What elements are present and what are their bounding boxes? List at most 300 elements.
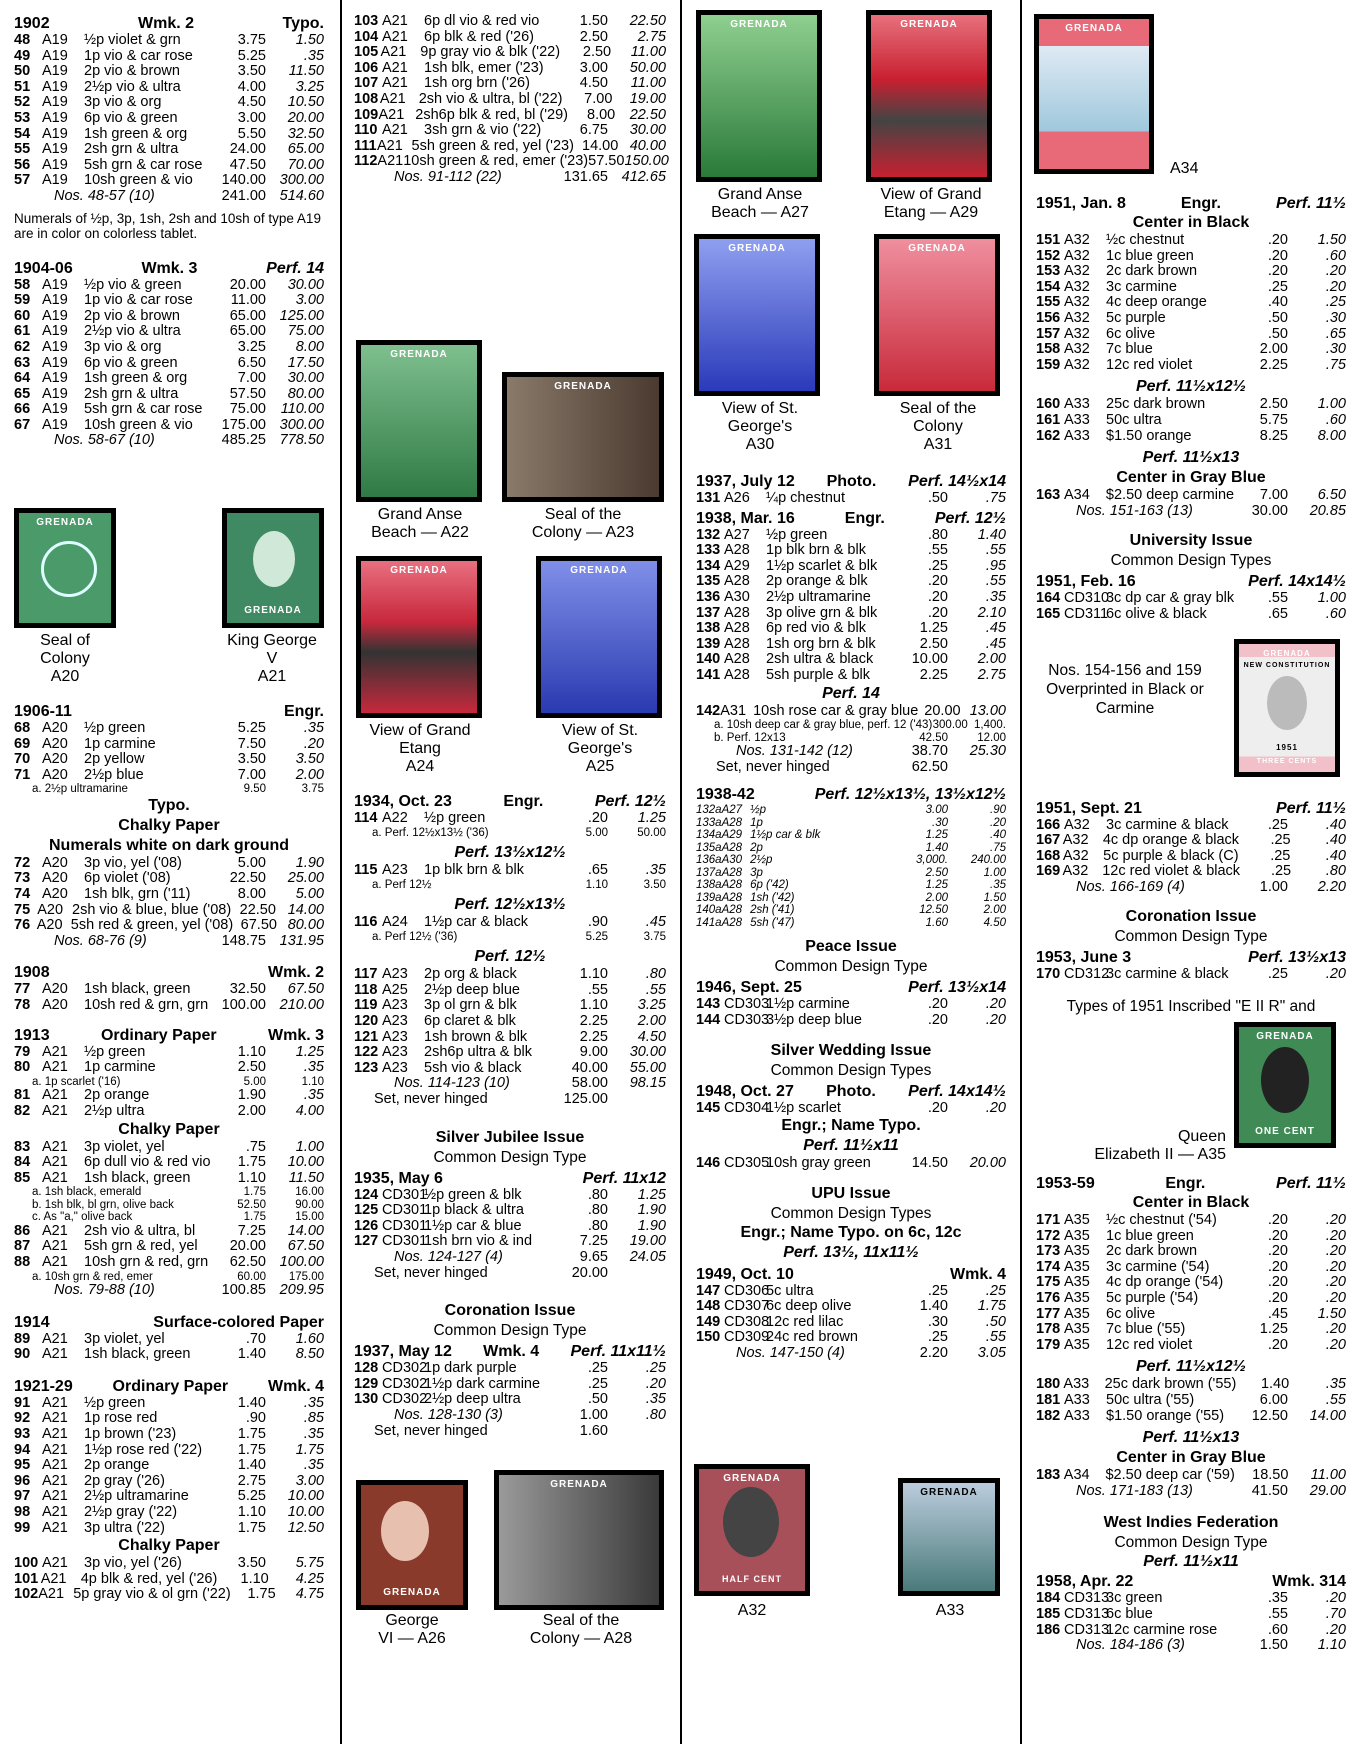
section-header bbox=[14, 259, 324, 278]
stamp-list bbox=[1036, 1213, 1346, 1353]
stamp-description: 3p vio, yel ('26) bbox=[84, 1555, 182, 1572]
used-value: .20 bbox=[1325, 1290, 1346, 1307]
design-type: A23 bbox=[382, 862, 408, 879]
used-value: 2.00 bbox=[983, 904, 1006, 917]
unused-value: 7.00 bbox=[237, 370, 266, 387]
stamp-description: 3p ol grn & blk bbox=[424, 997, 517, 1014]
unused-value: .20 bbox=[927, 573, 948, 590]
unused-value: 5.75 bbox=[1259, 411, 1288, 428]
used-value: .20 bbox=[1325, 966, 1346, 983]
design-type: A21 bbox=[42, 1346, 68, 1363]
catalog-number: 138a bbox=[696, 879, 722, 892]
catalog-number: 106 bbox=[354, 59, 379, 76]
design-type: A19 bbox=[42, 370, 68, 387]
stamp-description: 6c olive bbox=[1106, 325, 1156, 342]
unused-total: 148.75 bbox=[221, 932, 266, 949]
unused-value: 6.00 bbox=[1259, 1392, 1288, 1408]
unused-value: .80 bbox=[587, 1217, 608, 1234]
stamp-description: 1sh brown & blk bbox=[424, 1028, 528, 1045]
section-header bbox=[696, 472, 1006, 491]
catalog-number: 139a bbox=[696, 891, 722, 904]
stamp-description: 3p ultra ('22) bbox=[84, 1519, 165, 1536]
spacer bbox=[608, 1424, 666, 1440]
unused-value: 1.40 bbox=[237, 1394, 266, 1411]
subheading: Chalky Paper bbox=[118, 1537, 220, 1555]
used-value: 1.25 bbox=[637, 810, 666, 826]
unused-value: .65 bbox=[1267, 605, 1288, 622]
catalog-number: 132a bbox=[696, 804, 722, 817]
stamp-description: 5p gray vio & ol grn ('22) bbox=[73, 1586, 231, 1603]
unused-value: .20 bbox=[1267, 1212, 1288, 1229]
used-value: .80 bbox=[1325, 863, 1346, 880]
totals-row bbox=[14, 934, 324, 950]
table-row bbox=[1036, 327, 1346, 343]
stamp-list bbox=[14, 1045, 324, 1076]
used-value: 3.50 bbox=[643, 878, 666, 891]
issue-year: 1902 bbox=[14, 15, 50, 32]
table-row bbox=[14, 387, 324, 403]
unused-value: 65.00 bbox=[229, 307, 266, 324]
perf-heading: Perf. 11½x13 bbox=[1142, 449, 1240, 467]
catalog-number: 76 bbox=[14, 917, 31, 934]
used-value: 110.00 bbox=[280, 401, 324, 418]
totals-label: Nos. 128-130 (3) bbox=[394, 1406, 503, 1423]
used-value: 30.00 bbox=[629, 122, 666, 139]
caption-line: Etang — A29 bbox=[883, 204, 979, 221]
caption-line: George bbox=[385, 1612, 439, 1629]
unused-value: 52.50 bbox=[237, 1198, 266, 1211]
catalog-number: 139 bbox=[696, 635, 721, 652]
used-total: .80 bbox=[645, 1406, 666, 1423]
catalog-number: 170 bbox=[1036, 966, 1061, 983]
never-hinged-row bbox=[696, 760, 1006, 776]
design-type: A21 bbox=[382, 122, 408, 139]
design-type: A21 bbox=[382, 75, 408, 92]
caption-a28 bbox=[506, 1612, 656, 1648]
portrait-graphic bbox=[253, 531, 295, 587]
design-type: A32 bbox=[1064, 356, 1090, 373]
design-type: A21 bbox=[42, 1222, 68, 1239]
used-value: .35 bbox=[645, 1391, 666, 1408]
design-type: A21 bbox=[42, 1043, 68, 1060]
table-row bbox=[14, 324, 324, 340]
stamp-description: 2p yellow bbox=[84, 751, 145, 768]
table-row bbox=[14, 158, 324, 174]
stamp-description: 2½p blue bbox=[84, 766, 144, 783]
issue-title: Silver Wedding Issue bbox=[770, 1041, 932, 1059]
unused-value: 2.00 bbox=[925, 891, 948, 904]
stamp-description: 3c dp car & gray blk bbox=[1105, 590, 1235, 607]
stamp-description: 2½p ultra bbox=[84, 1102, 145, 1119]
catalog-number: 153 bbox=[1036, 263, 1061, 280]
caption-a23 bbox=[508, 506, 658, 542]
unused-value: 3.50 bbox=[237, 751, 266, 768]
section-header bbox=[14, 14, 324, 33]
subheading: Engr.; Name Typo. bbox=[781, 1117, 921, 1135]
totals-label: Nos. 151-163 (13) bbox=[1076, 502, 1193, 519]
stamp-description: 2c dark brown bbox=[1106, 263, 1198, 280]
catalog-number: 141a bbox=[696, 916, 722, 929]
unused-value: .45 bbox=[1267, 1305, 1288, 1322]
used-value: 55.00 bbox=[629, 1059, 666, 1076]
used-value: .40 bbox=[1325, 816, 1346, 833]
catalog-number: 61 bbox=[14, 323, 31, 340]
design-type: CD302 bbox=[382, 1360, 428, 1377]
design-type: A28 bbox=[724, 573, 750, 590]
caption-line: A20 bbox=[50, 668, 80, 685]
stamp-list bbox=[1036, 967, 1346, 983]
unused-value: .75 bbox=[245, 1138, 266, 1155]
table-row bbox=[14, 340, 324, 356]
unused-value: 1.75 bbox=[237, 1441, 266, 1458]
stamp-description: 6p red vio & blk bbox=[766, 620, 866, 637]
subheading: Center in Black bbox=[1132, 1194, 1250, 1212]
stamp-description: 1p carmine bbox=[84, 1059, 156, 1076]
catalog-number: 86 bbox=[14, 1222, 31, 1239]
design-type: CD305 bbox=[724, 1155, 770, 1172]
stamp-description: 3p violet, yel bbox=[84, 1138, 165, 1155]
perf-heading: Perf. 11½x13 bbox=[1142, 1429, 1240, 1447]
table-row bbox=[14, 1224, 324, 1240]
used-value: .45 bbox=[645, 914, 666, 931]
stamp-image-a23 bbox=[502, 372, 664, 502]
unused-value: 4.50 bbox=[579, 75, 608, 92]
table-row bbox=[14, 293, 324, 309]
used-value: .20 bbox=[1325, 1274, 1346, 1291]
stamp-description: 5c purple ('54) bbox=[1106, 1290, 1199, 1307]
catalog-number: 69 bbox=[14, 735, 31, 752]
catalog-number: 55 bbox=[14, 141, 31, 158]
unused-value: 2.25 bbox=[579, 1013, 608, 1030]
catalog-number: 168 bbox=[1036, 847, 1061, 864]
perf-heading: Perf. 14 bbox=[822, 684, 880, 702]
unused-value: 2.50 bbox=[582, 44, 612, 61]
used-value: 1,400. bbox=[974, 719, 1006, 732]
catalog-number: 50 bbox=[14, 63, 31, 80]
section-header bbox=[14, 1026, 324, 1045]
table-row bbox=[14, 1521, 324, 1537]
stamp-list bbox=[1036, 1377, 1346, 1424]
unused-value: 1.75 bbox=[243, 1211, 266, 1224]
totals-label: Nos. 166-169 (4) bbox=[1076, 878, 1185, 895]
used-value: 125.00 bbox=[279, 307, 324, 324]
perforation: Perf. 13½x14 bbox=[908, 979, 1006, 997]
unused-value: .80 bbox=[927, 526, 948, 543]
unused-value: 5.25 bbox=[237, 47, 266, 64]
design-type: A21 bbox=[42, 1555, 68, 1572]
issue-year: 1937, July 12 bbox=[696, 473, 795, 490]
used-value: 25.00 bbox=[287, 870, 324, 887]
stamp-list bbox=[354, 811, 666, 827]
design-type: A21 bbox=[378, 106, 405, 123]
design-type: A28 bbox=[724, 542, 750, 559]
stamp-denomination: ONE CENT bbox=[1255, 1126, 1315, 1138]
design-type: A35 bbox=[1064, 1321, 1090, 1338]
catalog-number: 97 bbox=[14, 1488, 31, 1505]
catalog-number: 142 bbox=[696, 702, 721, 719]
used-value: .55 bbox=[645, 981, 666, 998]
design-type: A20 bbox=[42, 735, 68, 752]
design-type: A29 bbox=[724, 557, 750, 574]
unused-total: 30.00 bbox=[1251, 502, 1288, 519]
perforation: Perf. 11½ bbox=[1276, 1175, 1346, 1193]
unused-value: .20 bbox=[1267, 1258, 1288, 1275]
table-row bbox=[14, 49, 324, 65]
table-row bbox=[1036, 1338, 1346, 1354]
used-value: .90 bbox=[990, 804, 1006, 817]
spacer bbox=[608, 1266, 666, 1282]
table-row bbox=[1036, 1468, 1346, 1484]
unused-value: 1.40 bbox=[925, 841, 948, 854]
unused-value: 1.40 bbox=[919, 1298, 948, 1315]
portrait-graphic bbox=[1261, 1047, 1309, 1113]
catalog-number: 172 bbox=[1036, 1227, 1061, 1244]
unused-value: 5.00 bbox=[585, 826, 608, 839]
stamp-inscription: GRENADA bbox=[1263, 648, 1311, 658]
stamp-list bbox=[696, 1101, 1006, 1117]
stamp-image-a25 bbox=[536, 556, 662, 718]
table-row bbox=[1036, 1213, 1346, 1229]
stamp-description: 2½p gray ('22) bbox=[84, 1504, 178, 1520]
unused-value: 11.00 bbox=[230, 292, 266, 309]
used-value: 175.00 bbox=[288, 1270, 324, 1283]
unused-value: 7.00 bbox=[584, 90, 613, 107]
used-value: .40 bbox=[1325, 832, 1346, 849]
stamp-description: 1p blk brn & blk bbox=[766, 542, 866, 559]
design-type: A19 bbox=[42, 125, 68, 142]
variety-description: a. Perf 12½ bbox=[372, 878, 432, 891]
unused-value: 42.50 bbox=[919, 731, 948, 744]
used-value: .45 bbox=[985, 635, 1006, 652]
stamp-description: 1sh black, green bbox=[84, 1346, 191, 1363]
table-row bbox=[354, 967, 666, 983]
table-row bbox=[1036, 264, 1346, 280]
unused-total: 241.00 bbox=[221, 187, 266, 204]
catalog-number: 171 bbox=[1036, 1212, 1061, 1229]
catalog-number: 151 bbox=[1036, 232, 1061, 248]
unused-total: 38.70 bbox=[911, 743, 948, 760]
used-value: 12.50 bbox=[287, 1519, 324, 1536]
catalog-number: 49 bbox=[14, 47, 31, 64]
subheading: Typo. bbox=[148, 796, 190, 814]
unused-value: .20 bbox=[927, 996, 948, 1013]
issue-title: Coronation Issue bbox=[444, 1302, 576, 1320]
table-row bbox=[696, 590, 1006, 606]
used-value: 8.00 bbox=[1317, 427, 1346, 444]
used-value: 75.00 bbox=[287, 323, 324, 340]
design-type: A19 bbox=[42, 292, 68, 309]
table-row bbox=[14, 1474, 324, 1490]
design-type: A21 bbox=[382, 13, 408, 29]
stamp-description: 1½p dark carmine bbox=[424, 1375, 541, 1392]
used-value: 1.00 bbox=[983, 866, 1006, 879]
variety-list bbox=[14, 1186, 324, 1224]
design-type: A33 bbox=[1064, 427, 1090, 444]
used-value: .55 bbox=[985, 573, 1006, 590]
totals-row bbox=[354, 1250, 666, 1266]
stamp-description: 6p dull vio & red vio bbox=[84, 1154, 211, 1171]
catalog-number: 64 bbox=[14, 370, 31, 387]
used-value: 4.50 bbox=[983, 916, 1006, 929]
column-4-main bbox=[1036, 186, 1346, 1744]
design-type: A19 bbox=[42, 354, 68, 371]
used-value: 4.25 bbox=[295, 1570, 324, 1587]
used-value: .25 bbox=[1325, 294, 1346, 311]
note-line: Nos. 154-156 and 159 bbox=[1048, 661, 1202, 679]
stamp-image-a26 bbox=[356, 1480, 468, 1610]
unused-value: 65.00 bbox=[229, 323, 266, 340]
table-row bbox=[354, 1219, 666, 1235]
design-type: CD302 bbox=[382, 1375, 428, 1392]
issue-subtitle: Common Design Types bbox=[770, 1204, 932, 1222]
used-value: .35 bbox=[303, 1457, 324, 1474]
stamp-inscription: GRENADA bbox=[730, 19, 788, 30]
issue-year: 1908 bbox=[14, 964, 50, 982]
table-row bbox=[696, 1330, 1006, 1346]
caption-a32: A32 bbox=[737, 1602, 767, 1619]
catalog-number: 162 bbox=[1036, 427, 1061, 444]
stamp-description: ½p green bbox=[84, 1394, 146, 1411]
unused-value: 7.50 bbox=[237, 735, 266, 752]
caption-line: Colony — A23 bbox=[531, 524, 635, 541]
used-value: .40 bbox=[1325, 847, 1346, 864]
catalog-number: 123 bbox=[354, 1059, 379, 1076]
design-type: A20 bbox=[37, 901, 64, 918]
table-row bbox=[1036, 864, 1346, 880]
design-type: A30 bbox=[724, 588, 750, 605]
issue-subtitle: Common Design Type bbox=[774, 958, 928, 976]
unused-value: 7.00 bbox=[237, 766, 266, 783]
issue-year: 1951, Feb. 16 bbox=[1036, 573, 1136, 591]
catalog-number: 62 bbox=[14, 338, 31, 355]
table-row bbox=[696, 574, 1006, 590]
caption-line: Beach — A27 bbox=[711, 204, 809, 221]
watermark: Wmk. 3 bbox=[267, 1026, 324, 1044]
note-line: Carmine bbox=[1095, 699, 1155, 717]
unused-value: 14.50 bbox=[911, 1155, 948, 1172]
used-value: 2.75 bbox=[977, 666, 1006, 683]
stamp-description: 3½p deep blue bbox=[766, 1011, 862, 1028]
design-type: A19 bbox=[42, 109, 68, 126]
design-type: A35 bbox=[1064, 1227, 1090, 1244]
stamp-description: 2½p deep blue bbox=[424, 981, 520, 998]
design-type: A19 bbox=[42, 172, 68, 189]
design-type: A19 bbox=[42, 156, 68, 173]
stamp-list bbox=[354, 967, 666, 1076]
used-value: .75 bbox=[1325, 356, 1346, 373]
totals-row bbox=[14, 1283, 324, 1299]
caption-line: Grand Anse bbox=[377, 506, 463, 523]
stamp-description: 12c carmine rose bbox=[1106, 1621, 1218, 1638]
design-type: A23 bbox=[382, 997, 408, 1014]
subheading: Center in Black bbox=[1132, 214, 1250, 231]
used-value: 4.00 bbox=[295, 1102, 324, 1119]
stamp-description: 6p vio & green bbox=[84, 109, 178, 126]
stamp-description: 4c dp orange ('54) bbox=[1106, 1274, 1224, 1291]
used-value: .60 bbox=[1325, 411, 1346, 428]
used-value: 11.00 bbox=[630, 75, 666, 92]
used-value: 1.90 bbox=[637, 1217, 666, 1234]
table-row bbox=[696, 621, 1006, 637]
unused-value: .25 bbox=[1267, 816, 1288, 833]
catalog-number: 51 bbox=[14, 78, 31, 95]
used-value: 13.00 bbox=[969, 702, 1006, 719]
unused-value: 1.75 bbox=[243, 1186, 266, 1199]
unused-value: 8.00 bbox=[587, 106, 616, 123]
issue-year: 1953-59 bbox=[1036, 1175, 1095, 1193]
used-value: 1.50 bbox=[983, 891, 1006, 904]
table-row bbox=[696, 528, 1006, 544]
used-total: 412.65 bbox=[621, 168, 666, 185]
process: Typo. bbox=[282, 15, 324, 32]
table-row bbox=[354, 1030, 666, 1046]
design-type: A21 bbox=[38, 1586, 65, 1603]
stamp-description: 5sh red & green, yel ('08) bbox=[70, 917, 234, 934]
stamp-inscription: GRENADA bbox=[390, 349, 448, 360]
table-row bbox=[1036, 1393, 1346, 1409]
catalog-number: 70 bbox=[14, 751, 31, 768]
table-row bbox=[696, 1013, 1006, 1029]
design-type: CD301 bbox=[382, 1217, 428, 1234]
catalog-number: 78 bbox=[14, 997, 31, 1014]
stamp-description: 3c carmine & black bbox=[1106, 966, 1229, 983]
issue-year: 1938, Mar. 16 bbox=[696, 509, 795, 527]
used-value: .20 bbox=[985, 996, 1006, 1013]
column-divider bbox=[1020, 0, 1022, 1744]
design-type: A28 bbox=[721, 879, 743, 892]
used-value: .20 bbox=[1325, 1243, 1346, 1260]
issue-subtitle: Common Design Type bbox=[1114, 1534, 1268, 1552]
stamp-list bbox=[1036, 397, 1346, 444]
table-row bbox=[14, 871, 324, 887]
unused-value: .20 bbox=[927, 588, 948, 605]
design-type: A21 bbox=[42, 1154, 68, 1171]
issue-year: 1951, Sept. 21 bbox=[1036, 799, 1142, 817]
totals-label: Nos. 48-57 (10) bbox=[54, 187, 155, 204]
used-value: 1.75 bbox=[977, 1298, 1006, 1315]
unused-value: .25 bbox=[587, 1375, 608, 1392]
table-row bbox=[696, 1299, 1006, 1315]
design-type: CD313 bbox=[1064, 1605, 1110, 1622]
stamp-description: 6p blk & red ('26) bbox=[424, 28, 534, 45]
caption-a27 bbox=[690, 186, 830, 222]
catalog-number: 120 bbox=[354, 1013, 379, 1030]
unused-value: .80 bbox=[587, 1202, 608, 1219]
variety-description: a. Perf 12½ ('36) bbox=[372, 930, 458, 943]
stamp-image-a35 bbox=[1234, 1022, 1336, 1148]
unused-value: 75.00 bbox=[229, 401, 266, 418]
portrait-graphic bbox=[381, 1501, 429, 1561]
stamp-list bbox=[14, 33, 324, 189]
table-row bbox=[14, 356, 324, 372]
stamp-inscription: GRENADA bbox=[1256, 1031, 1314, 1043]
catalog-number: 82 bbox=[14, 1102, 31, 1119]
unused-value: 3.25 bbox=[237, 338, 266, 355]
catalog-number: 128 bbox=[354, 1360, 379, 1377]
used-value: 300.00 bbox=[279, 416, 324, 433]
stamp-description: 12c red violet bbox=[1106, 356, 1193, 373]
table-row bbox=[14, 982, 324, 998]
catalog-number: 129 bbox=[354, 1375, 379, 1392]
table-row bbox=[696, 1101, 1006, 1117]
perforation: Perf. 13½x13 bbox=[1248, 949, 1346, 967]
unused-value: .25 bbox=[587, 1360, 608, 1377]
used-value: 50.00 bbox=[629, 59, 666, 76]
section-header bbox=[696, 785, 1006, 804]
design-type: A28 bbox=[724, 620, 750, 637]
unused-value: 2.50 bbox=[919, 635, 948, 652]
issue-year: 1937, May 12 bbox=[354, 1343, 452, 1361]
